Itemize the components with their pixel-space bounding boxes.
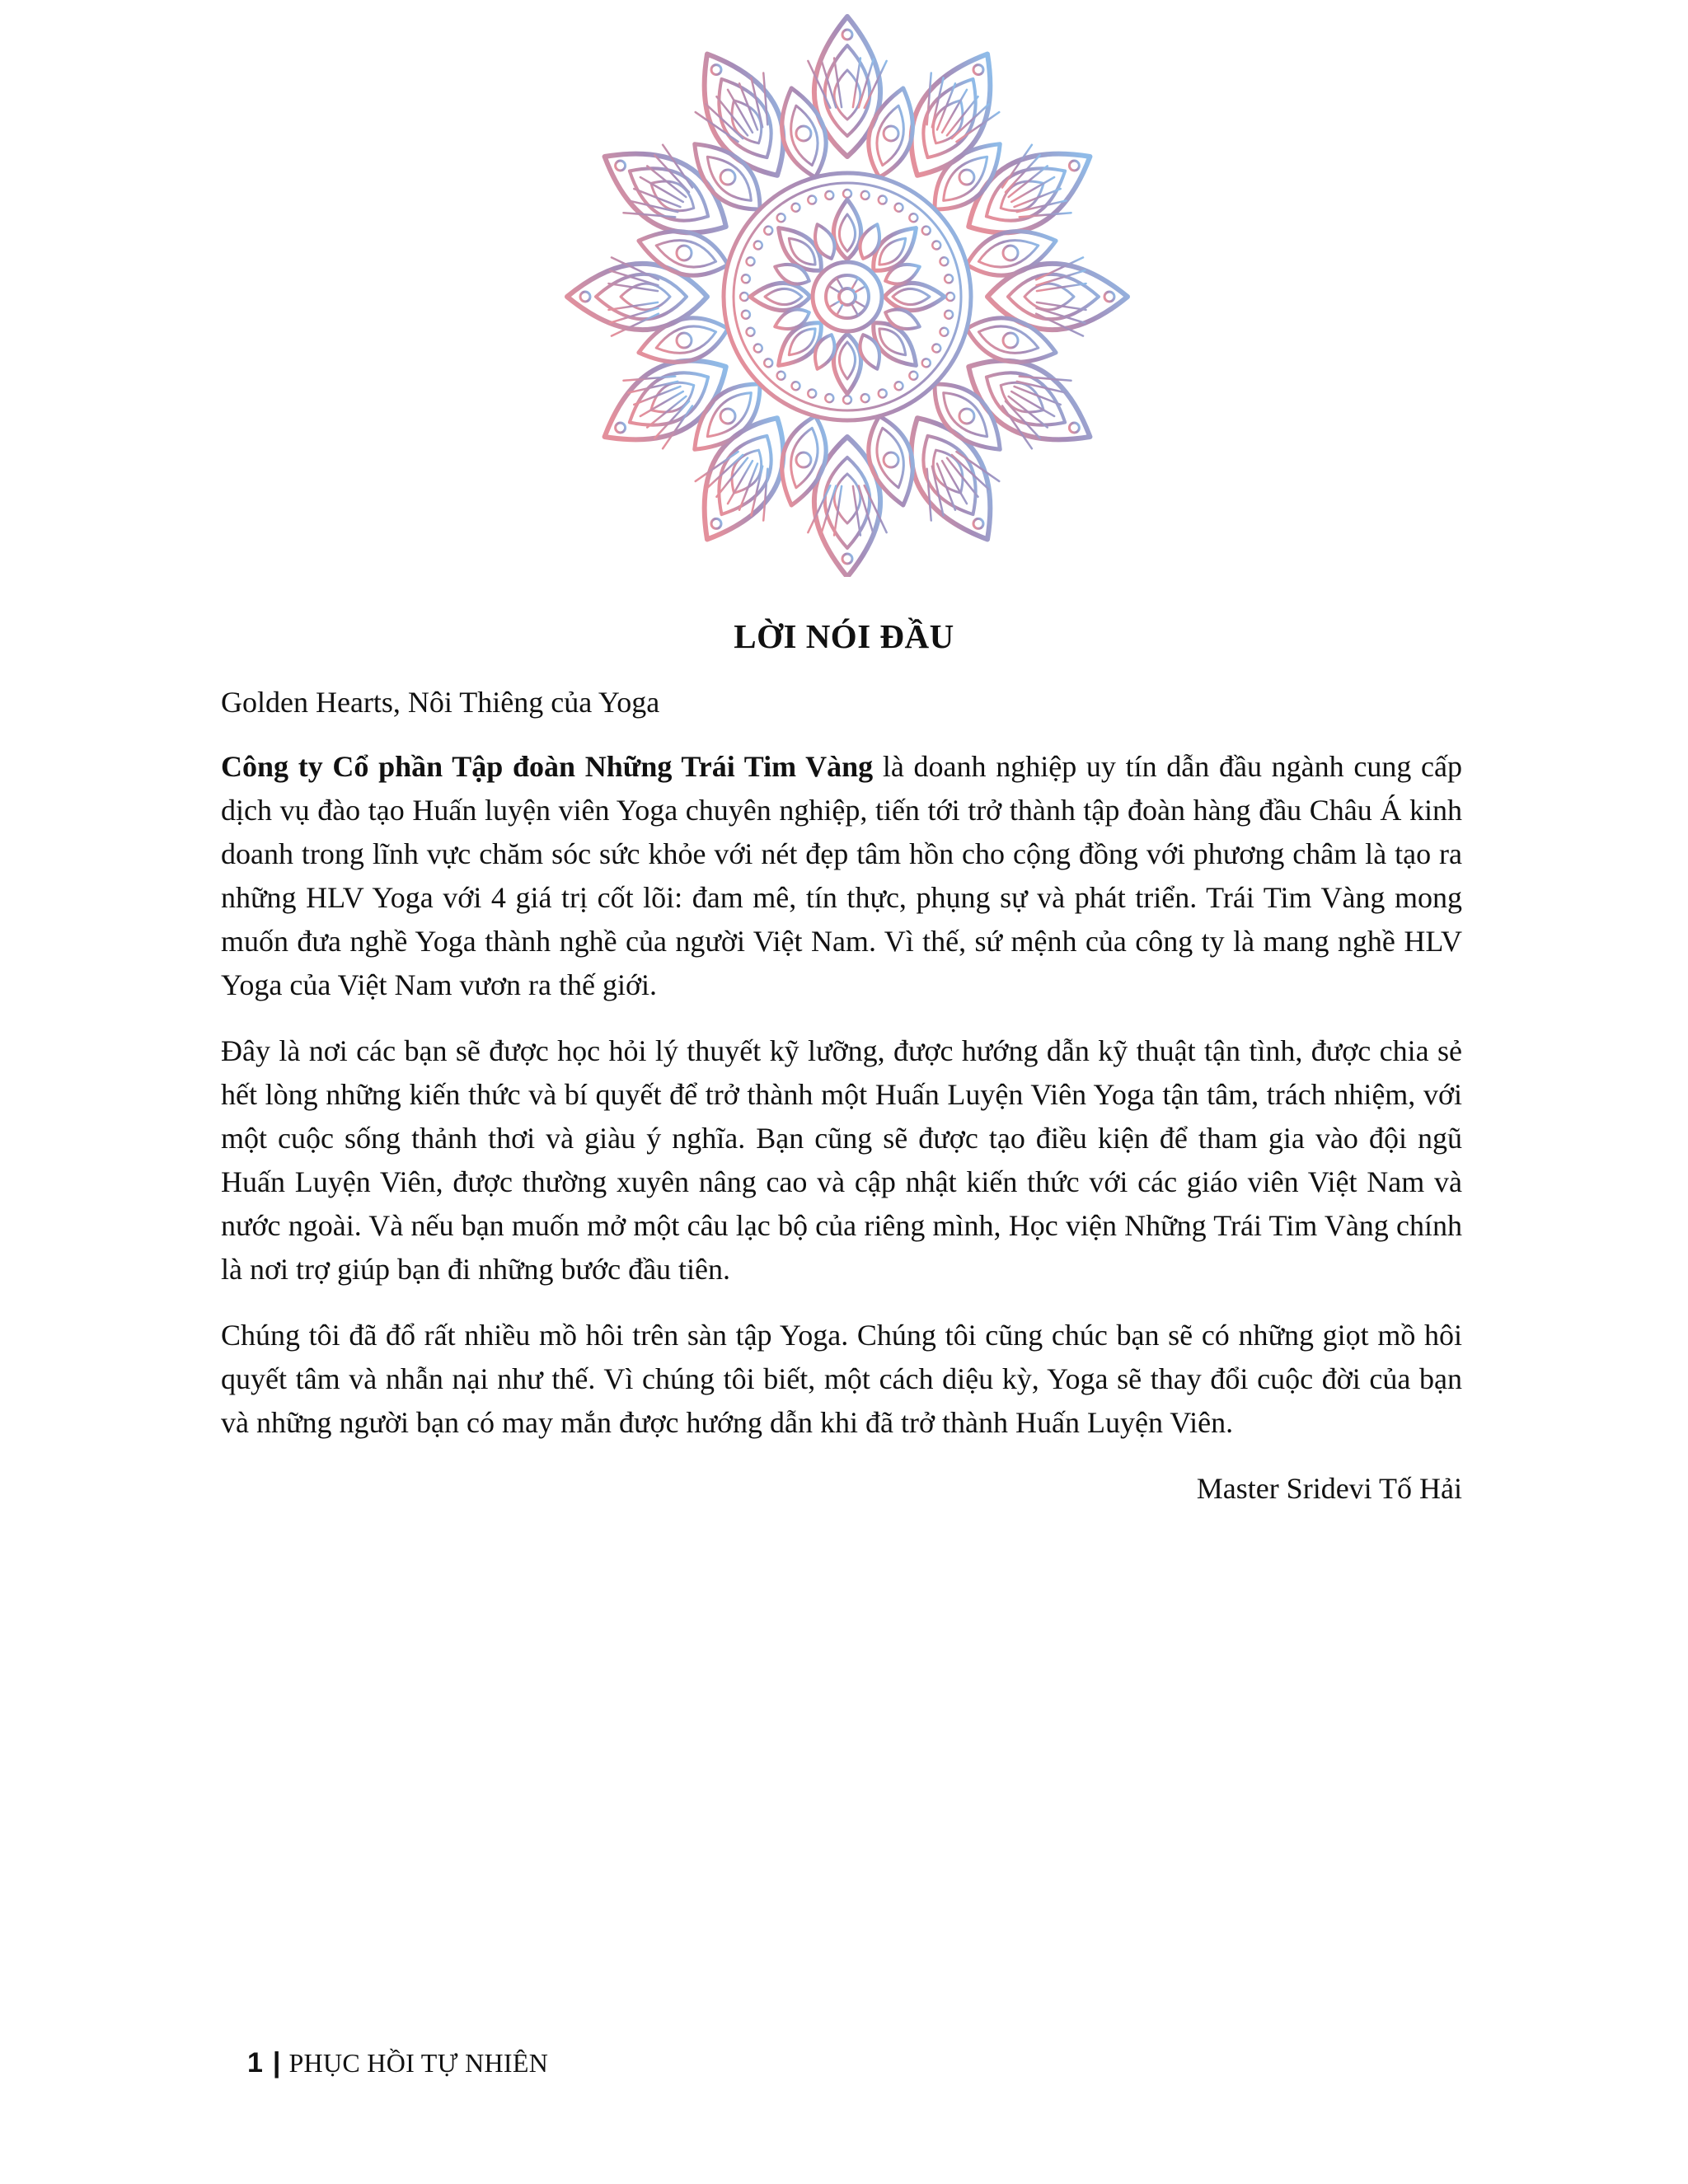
preface-body bbox=[221, 681, 1462, 1511]
paragraph-1 bbox=[221, 745, 1462, 1007]
page-footer bbox=[247, 2047, 548, 2079]
paragraph-1-text: là doanh nghiệp uy tín dẫn đầu ngành cung cấp dịch vụ đào tạo Huấn luyện viên Yoga chuyên nghiệp, tiến tới trở thành tập đoàn hàng đầu Châu Á kinh doanh trong lĩnh vực chăm sóc sức khỏe với nét đẹp tâm hồn cho cộng đồng với phương châm là tạo ra những HLV Yoga với 4 giá trị cốt lõi: đam mê, tín thực, phụng sự và phát triển. Trái Tim Vàng mong muốn đưa nghề Yoga thành nghề của người Việt Nam. Vì thế, sứ mệnh của công ty là mang nghề HLV Yoga của Việt Nam vươn ra thế giới. bbox=[221, 750, 1462, 1001]
company-name: Công ty Cổ phần Tập đoàn Những Trái Tim Vàng bbox=[221, 750, 874, 783]
subtitle: Golden Hearts, Nôi Thiêng của Yoga bbox=[221, 686, 660, 719]
mandala-decoration bbox=[452, 0, 1243, 577]
footer-separator: | bbox=[272, 2047, 281, 2079]
page-title: LỜI NÓI ĐẦU bbox=[734, 617, 954, 655]
page-number: 1 bbox=[247, 2047, 263, 2079]
signature: Master Sridevi Tố Hải bbox=[1196, 1472, 1462, 1505]
running-title: PHỤC HỒI TỰ NHIÊN bbox=[288, 2048, 549, 2078]
mandala-icon bbox=[452, 0, 1243, 577]
paragraph-3: Chúng tôi đã đổ rất nhiều mồ hôi trên sàn tập Yoga. Chúng tôi cũng chúc bạn sẽ có những giọt mồ hôi quyết tâm và nhẫn nại như thế. Vì chúng tôi biết, một cách diệu kỳ, Yoga sẽ thay đổi cuộc đời của bạn và những người bạn có may mắn được hướng dẫn khi đã trở thành Huấn Luyện Viên. bbox=[221, 1319, 1462, 1439]
paragraph-2: Đây là nơi các bạn sẽ được học hỏi lý thuyết kỹ lưỡng, được hướng dẫn kỹ thuật tận tình, được chia sẻ hết lòng những kiến thức và bí quyết để trở thành một Huấn Luyện Viên Yoga tận tâm, trách nhiệm, với một cuộc sống thảnh thơi và giàu ý nghĩa. Bạn cũng sẽ được tạo điều kiện để tham gia vào đội ngũ Huấn Luyện Viên, được thường xuyên nâng cao và cập nhật kiến thức với các giáo viên Việt Nam và nước ngoài. Và nếu bạn muốn mở một câu lạc bộ của riêng mình, Học viện Những Trái Tim Vàng chính là nơi trợ giúp bạn đi những bước đầu tiên. bbox=[221, 1034, 1462, 1286]
